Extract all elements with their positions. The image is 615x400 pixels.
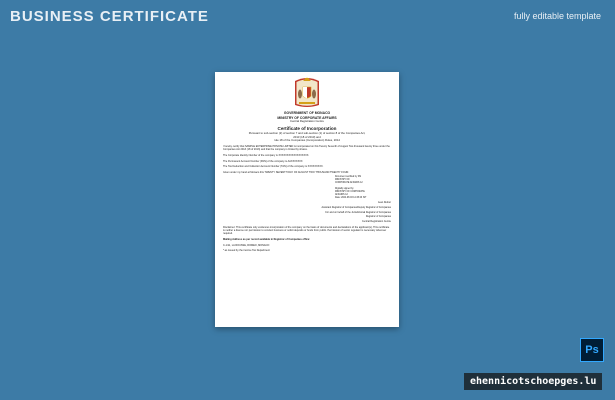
signatory-role: Assistant Registrar of Companies/Deputy Registrar of Companies <box>321 205 391 209</box>
ministry-heading: MINISTRY OF CORPORATE AFFAIRS <box>277 116 337 121</box>
sig-line: Date: 2024.08.03 14:45:43 IST <box>335 197 367 200</box>
certificate-body: I hereby certify that SAMPLE ENTERPRISE PRIVATE LIMITED is incorporated on this Twenty Seventh of August Two thousand twenty three under the Companies Act 2013 (18 of 2013) and that the company is limited by shares. <box>223 144 390 152</box>
certificate-document <box>215 72 399 327</box>
tan-statement: The Tax Deduction and Collection Account Number (TAN) of the company is XXXXXXXXX. <box>223 165 324 169</box>
disclaimer: Disclaimer: This certificate only evidences incorporation of the company on the basis of documents and declarations of the applicant(s). This certificate is neither a license nor permission to conduct business or solicit deposits or funds from public. Permission of sector regulator is necessary wherever required. <box>223 225 390 236</box>
website-label: ehennicotschoepges.lu <box>464 373 602 390</box>
signatory-role: For and on behalf of the Jurisdictional Registrar of Companies <box>325 210 391 214</box>
preamble-line-3: rule 18 of the Companies (Incorporation) Rules, 2014 <box>274 138 340 143</box>
preamble-line-1: Pursuant to sub-section (2) of section 7 and sub-section (1) of section 8 of the Companies Act, <box>248 131 366 135</box>
cin-statement: The Corporate Identity Number of the company is XXXXXXXXXXXXXXXXXX. <box>223 153 310 157</box>
sig-line: AFFAIRS 12 <box>335 194 348 197</box>
given-statement: Given under my hand at Monaco this TWENTY SEVENTH DAY OF AUGUST TWO THOUSAND TWENTY FOUR. <box>223 170 350 174</box>
signatory-role: Registrar of Companies <box>365 215 391 219</box>
registry-name: Central Registration Centre <box>290 119 324 124</box>
sig-line: MINISTRY OF <box>335 179 350 182</box>
page-title: BUSINESS CERTIFICATE <box>10 8 209 25</box>
photoshop-icon: Ps <box>580 338 604 362</box>
page-subtitle: fully editable template <box>513 11 601 21</box>
mailing-heading: Mailing Address as per record available in Registrar of Companies office: <box>223 237 311 241</box>
digital-signature-block <box>335 176 391 200</box>
signatory-role: Central Registration Centre <box>362 219 391 223</box>
sig-line: CORPORATE AFFAIRS 12 <box>335 182 363 185</box>
footnote: * as issued by the income Tax Department <box>223 249 270 253</box>
sig-line: Document certified by DS <box>335 176 362 179</box>
preamble-line-2: 2013 (18 of 2013) and <box>293 134 321 139</box>
coat-of-arms-icon <box>292 76 322 110</box>
government-heading: GOVERNMENT OF MONACO <box>283 111 331 115</box>
certificate-title: Certificate of Incorporation <box>277 126 337 131</box>
mailing-address: C-1/11, LA ROUSSE, ROMEO, MONACO <box>223 243 270 247</box>
sig-line: Digitally signed by <box>335 188 354 191</box>
pan-statement: The Permanent Account Number (PAN) of the company is AAXXXXXXX <box>223 159 303 163</box>
sig-line: MINISTRY OF CORPORATE <box>335 191 365 194</box>
signatory-name: Jean Dufour <box>377 201 391 205</box>
